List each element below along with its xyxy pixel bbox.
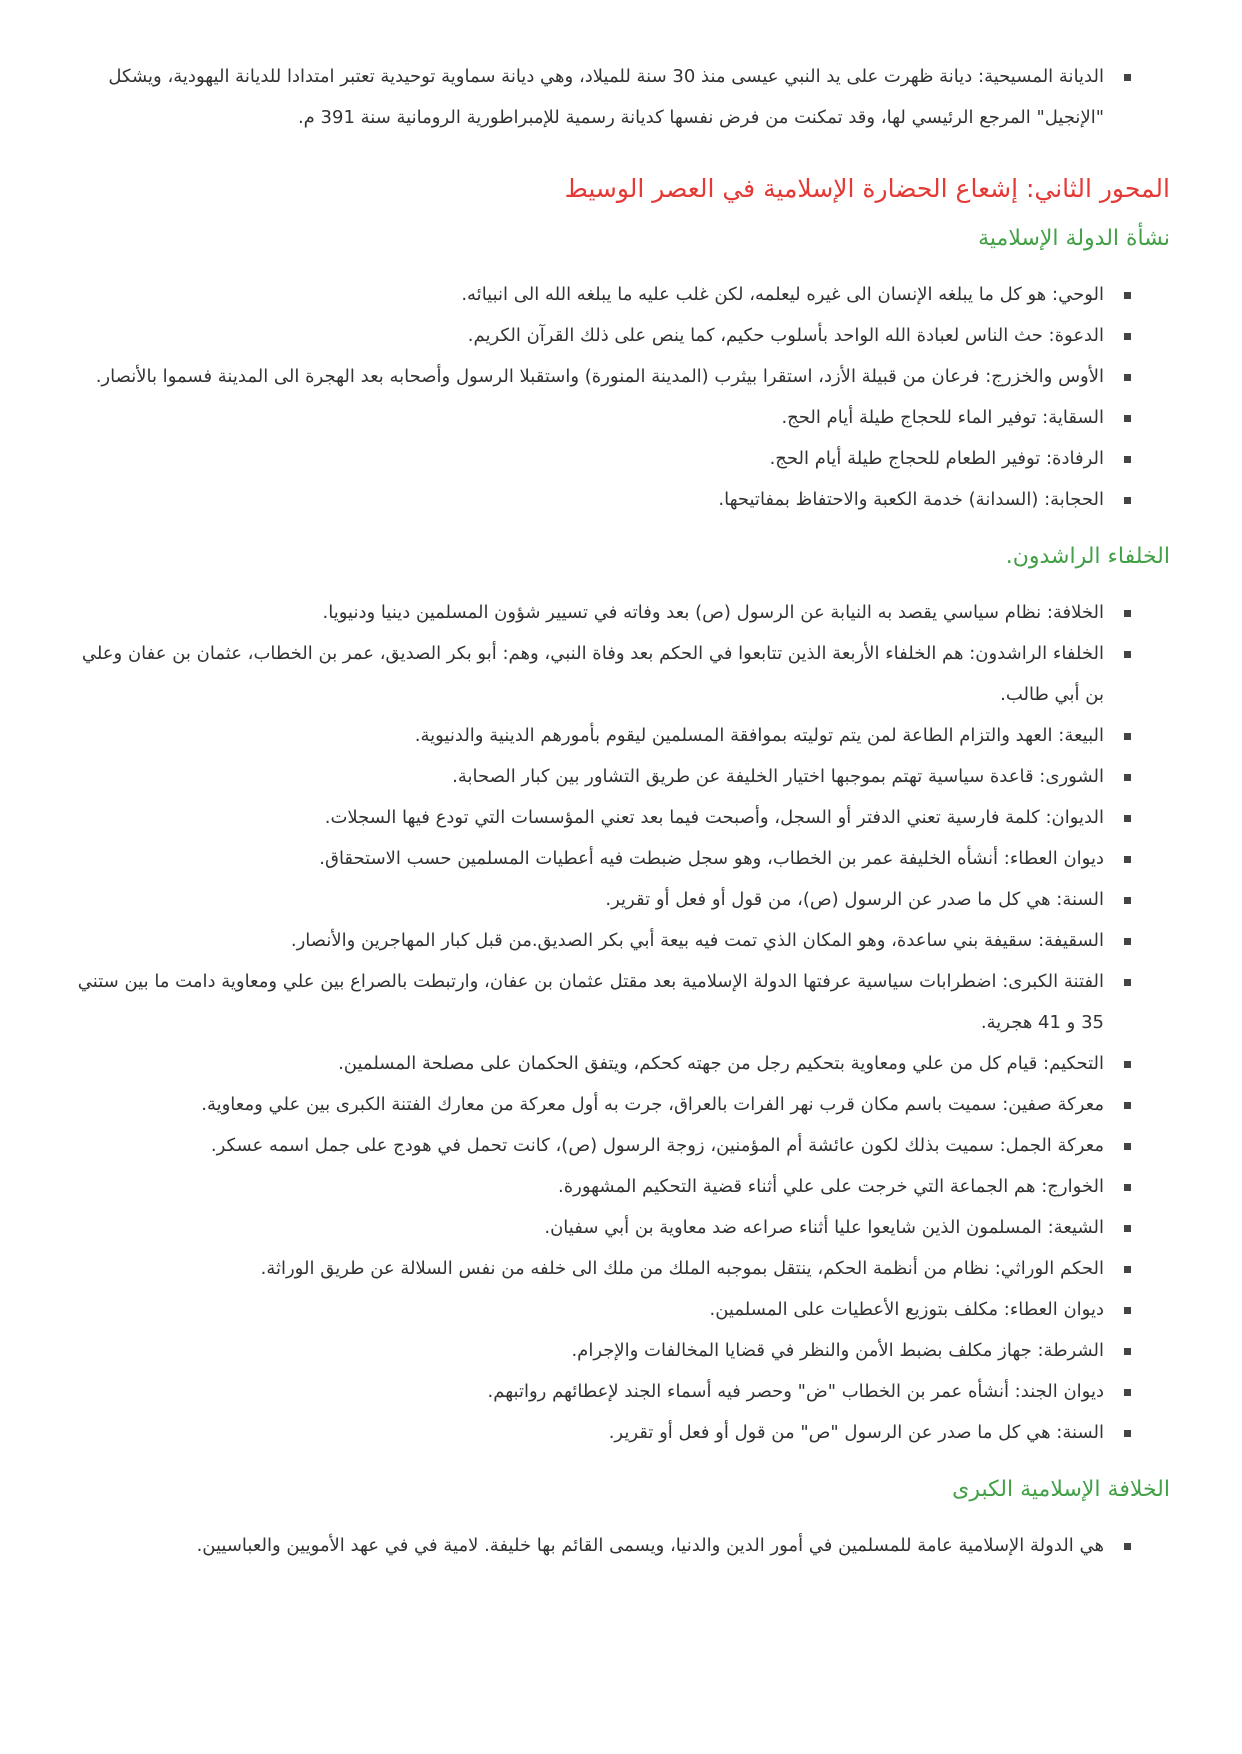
square-bullet-icon	[1124, 774, 1131, 781]
list-item-text: الأوس والخزرج: فرعان من قبيلة الأزد، استقرا بيثرب (المدينة المنورة) واستقبلا الرسول وأصحابه بعد الهجرة الى المدينة فسموا بالأنصار.	[95, 366, 1104, 387]
list-item-text: السنة: هي كل ما صدر عن الرسول "ص" من قول أو فعل أو تقرير.	[608, 1422, 1104, 1443]
square-bullet-icon	[1124, 1430, 1131, 1437]
list-item-text: الشيعة: المسلمون الذين شايعوا عليا أثناء صراعه ضد معاوية بن أبي سفيان.	[544, 1217, 1104, 1238]
list-item	[70, 633, 1172, 715]
list-item	[70, 879, 1172, 920]
square-bullet-icon	[1124, 610, 1131, 617]
square-bullet-icon	[1124, 1348, 1131, 1355]
section-list-islamic-state	[70, 274, 1172, 520]
list-item	[70, 797, 1172, 838]
list-item-text: الديانة المسيحية: ديانة ظهرت على يد النبي عيسى منذ 30 سنة للميلاد، وهي ديانة سماوية توحيدية تعتبر امتدادا للديانة اليهودية، ويشكل "الإنجيل" المرجع الرئيسي لها، وقد تمكنت من فرض نفسها كديانة رسمية للإمبراطورية الرومانية سنة 391 م.	[108, 66, 1104, 128]
list-item	[70, 438, 1172, 479]
list-item-text: البيعة: العهد والتزام الطاعة لمن يتم توليته بموافقة المسلمين ليقوم بأمورهم الدينية والدنيوية.	[414, 725, 1104, 746]
list-item	[70, 1412, 1172, 1453]
list-item	[70, 756, 1172, 797]
list-item-text: الشرطة: جهاز مكلف بضبط الأمن والنظر في قضايا المخالفات والإجرام.	[571, 1340, 1104, 1361]
list-item-text: معركة الجمل: سميت بذلك لكون عائشة أم المؤمنين، زوجة الرسول (ص)، كانت تحمل في هودج على جمل اسمه عسكر.	[210, 1135, 1104, 1156]
list-item	[70, 479, 1172, 520]
list-item	[70, 1248, 1172, 1289]
list-item-text: الرفادة: توفير الطعام للحجاج طيلة أيام الحج.	[769, 448, 1104, 469]
square-bullet-icon	[1124, 1543, 1131, 1550]
square-bullet-icon	[1124, 497, 1131, 504]
list-item	[70, 1084, 1172, 1125]
square-bullet-icon	[1124, 1143, 1131, 1150]
square-bullet-icon	[1124, 374, 1131, 381]
list-item-text: الشورى: قاعدة سياسية تهتم بموجبها اختيار الخليفة عن طريق التشاور بين كبار الصحابة.	[452, 766, 1104, 787]
list-item-text: معركة صفين: سميت باسم مكان قرب نهر الفرات بالعراق، جرت به أول معركة من معارك الفتنة الكبرى بين علي ومعاوية.	[201, 1094, 1104, 1115]
square-bullet-icon	[1124, 456, 1131, 463]
document-page	[70, 56, 1172, 1566]
list-item	[70, 397, 1172, 438]
list-item	[70, 1125, 1172, 1166]
square-bullet-icon	[1124, 979, 1131, 986]
square-bullet-icon	[1124, 1225, 1131, 1232]
list-item	[70, 715, 1172, 756]
square-bullet-icon	[1124, 815, 1131, 822]
list-item-text: الفتنة الكبرى: اضطرابات سياسية عرفتها الدولة الإسلامية بعد مقتل عثمان بن عفان، وارتبطت بالصراع بين علي ومعاوية دامت ما بين ستني 35 و 41 هجرية.	[77, 971, 1104, 1033]
section-title-rightly-guided-caliphs: الخلفاء الراشدون.	[1005, 544, 1170, 569]
list-item	[70, 1330, 1172, 1371]
square-bullet-icon	[1124, 415, 1131, 422]
list-item	[70, 592, 1172, 633]
list-item-text: الخوارج: هم الجماعة التي خرجت على علي أثناء قضية التحكيم المشهورة.	[557, 1176, 1104, 1197]
intro-list	[70, 56, 1172, 138]
square-bullet-icon	[1124, 856, 1131, 863]
list-item	[70, 920, 1172, 961]
square-bullet-icon	[1124, 1266, 1131, 1273]
list-item-text: السقاية: توفير الماء للحجاج طيلة أيام الحج.	[781, 407, 1104, 428]
list-item	[70, 1289, 1172, 1330]
list-item-text: هي الدولة الإسلامية عامة للمسلمين في أمور الدين والدنيا، ويسمى القائم بها خليفة. لامية في في عهد الأمويين والعباسيين.	[196, 1535, 1104, 1556]
section-list-rightly-guided-caliphs	[70, 592, 1172, 1453]
list-item-text: التحكيم: قيام كل من علي ومعاوية بتحكيم رجل من جهته كحكم، ويتفق الحكمان على مصلحة المسلمين.	[338, 1053, 1104, 1074]
list-item-text: ديوان الجند: أنشأه عمر بن الخطاب "ض" وحصر فيه أسماء الجند لإعطائهم رواتبهم.	[487, 1381, 1104, 1402]
section-title-grand-caliphate: الخلافة الإسلامية الكبرى	[952, 1477, 1170, 1502]
square-bullet-icon	[1124, 333, 1131, 340]
list-item-text: ديوان العطاء: مكلف بتوزيع الأعطيات على المسلمين.	[709, 1299, 1104, 1320]
square-bullet-icon	[1124, 651, 1131, 658]
section-list-grand-caliphate	[70, 1525, 1172, 1566]
square-bullet-icon	[1124, 74, 1131, 81]
list-item	[70, 356, 1172, 397]
list-item-text: الدعوة: حث الناس لعبادة الله الواحد بأسلوب حكيم، كما ينص على ذلك القرآن الكريم.	[467, 325, 1104, 346]
square-bullet-icon	[1124, 897, 1131, 904]
square-bullet-icon	[1124, 1102, 1131, 1109]
square-bullet-icon	[1124, 1307, 1131, 1314]
list-item-text: الحجابة: (السدانة) خدمة الكعبة والاحتفاظ بمفاتيحها.	[718, 489, 1104, 510]
list-item	[70, 1207, 1172, 1248]
list-item	[70, 274, 1172, 315]
list-item-text: السقيفة: سقيفة بني ساعدة، وهو المكان الذي تمت فيه بيعة أبي بكر الصديق.من قبل كبار المهاجرين والأنصار.	[290, 930, 1104, 951]
list-item-text: الحكم الوراثي: نظام من أنظمة الحكم، ينتقل بموجبه الملك من ملك الى خلفه من نفس السلالة عن طريق الوراثة.	[260, 1258, 1104, 1279]
square-bullet-icon	[1124, 1184, 1131, 1191]
list-item	[70, 961, 1172, 1043]
square-bullet-icon	[1124, 1389, 1131, 1396]
square-bullet-icon	[1124, 938, 1131, 945]
list-item-text: الديوان: كلمة فارسية تعني الدفتر أو السجل، وأصبحت فيما بعد تعني المؤسسات التي تودع فيها السجلات.	[324, 807, 1104, 828]
list-item	[70, 1525, 1172, 1566]
list-item-text: الخلفاء الراشدون: هم الخلفاء الأربعة الذين تتابعوا في الحكم بعد وفاة النبي، وهم: أبو بكر الصديق، عمر بن الخطاب، عثمان بن عفان وعلي بن أبي طالب.	[81, 643, 1104, 705]
list-item-text: السنة: هي كل ما صدر عن الرسول (ص)، من قول أو فعل أو تقرير.	[605, 889, 1104, 910]
list-item	[70, 315, 1172, 356]
list-item	[70, 1371, 1172, 1412]
list-item	[70, 56, 1172, 138]
list-item-text: الوحي: هو كل ما يبلغه الإنسان الى غيره ليعلمه، لكن غلب عليه ما يبلغه الله الى انبيائه.	[461, 284, 1104, 305]
list-item-text: الخلافة: نظام سياسي يقصد به النيابة عن الرسول (ص) بعد وفاته في تسيير شؤون المسلمين دينيا ودنيويا.	[322, 602, 1104, 623]
square-bullet-icon	[1124, 1061, 1131, 1068]
list-item-text: ديوان العطاء: أنشأه الخليفة عمر بن الخطاب، وهو سجل ضبطت فيه أعطيات المسلمين حسب الاستحقاق.	[319, 848, 1104, 869]
square-bullet-icon	[1124, 292, 1131, 299]
square-bullet-icon	[1124, 733, 1131, 740]
section-title-islamic-state: نشأة الدولة الإسلامية	[978, 226, 1170, 251]
list-item	[70, 838, 1172, 879]
list-item	[70, 1166, 1172, 1207]
axis-title: المحور الثاني: إشعاع الحضارة الإسلامية في العصر الوسيط	[564, 174, 1170, 203]
list-item	[70, 1043, 1172, 1084]
